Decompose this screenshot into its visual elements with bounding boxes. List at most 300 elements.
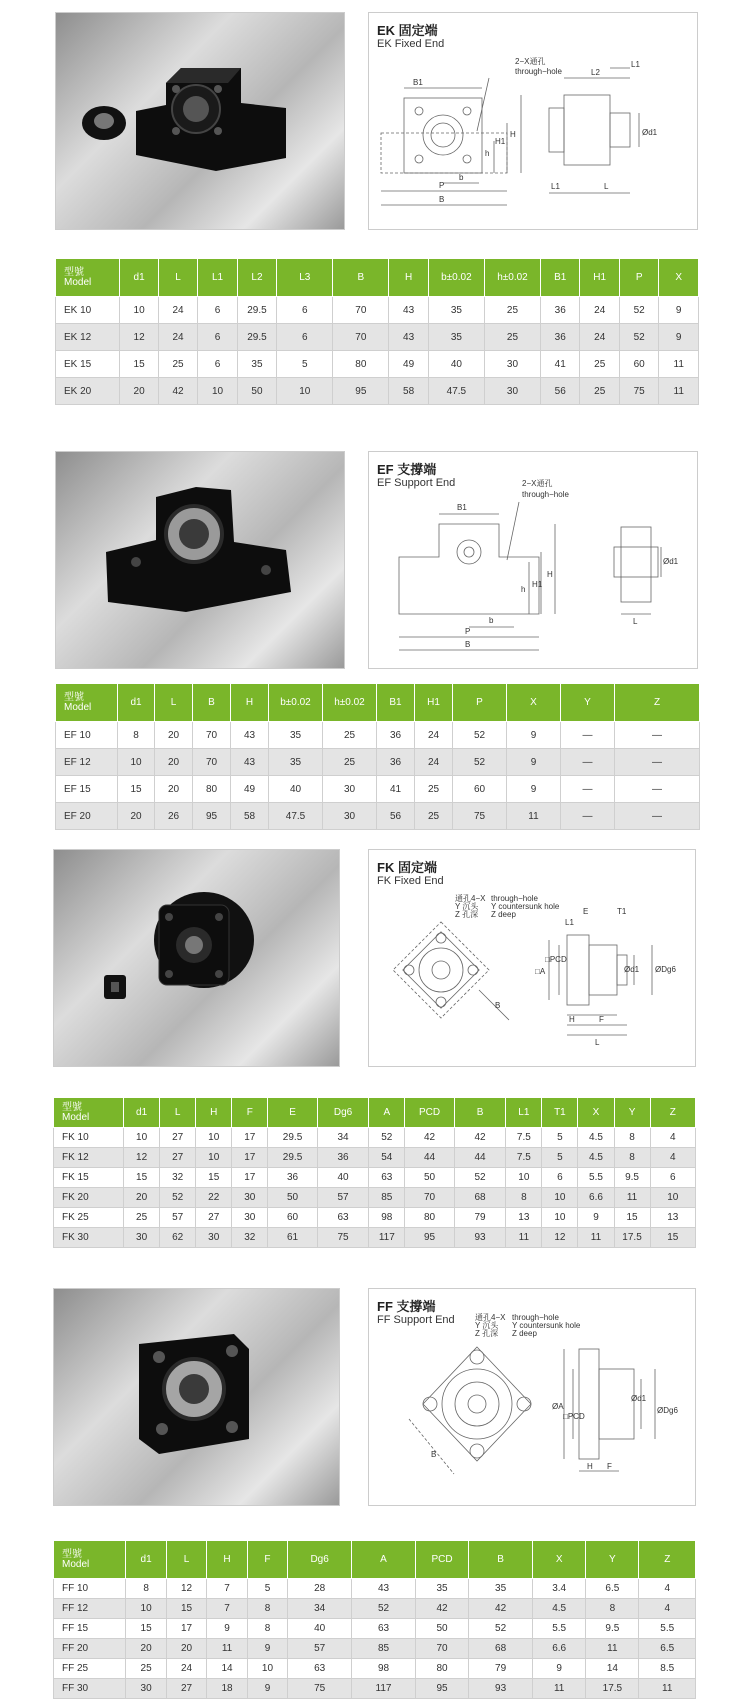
- ff-header-cell: d1: [126, 1541, 166, 1579]
- spec-cell: 24: [158, 324, 197, 351]
- spec-cell: 12: [124, 1148, 160, 1168]
- spec-cell: 42: [415, 1599, 468, 1619]
- spec-cell: 35: [428, 324, 484, 351]
- spec-cell: 13: [650, 1208, 695, 1228]
- spec-cell: 8.5: [639, 1659, 696, 1679]
- spec-cell: 10: [506, 1168, 542, 1188]
- spec-cell: 6.6: [533, 1639, 586, 1659]
- model-cell: EK 15: [56, 351, 120, 378]
- spec-cell: 9: [507, 776, 561, 803]
- model-cell: EF 10: [56, 722, 118, 749]
- ef-header-cell: h±0.02: [323, 684, 377, 722]
- fk-header-cell: A: [369, 1098, 405, 1128]
- model-cell: FF 10: [54, 1579, 126, 1599]
- ef-label-d1: Ød1: [663, 557, 679, 566]
- spec-cell: 28: [288, 1579, 352, 1599]
- spec-cell: 11: [578, 1228, 614, 1248]
- spec-cell: 68: [469, 1639, 533, 1659]
- spec-cell: 52: [469, 1619, 533, 1639]
- spec-cell: 57: [160, 1208, 196, 1228]
- spec-cell: 57: [317, 1188, 369, 1208]
- table-row: [54, 1208, 696, 1228]
- spec-cell: 54: [369, 1148, 405, 1168]
- table-row: [54, 1659, 696, 1679]
- model-cell: EK 12: [56, 324, 120, 351]
- spec-cell: 24: [415, 722, 453, 749]
- spec-cell: 8: [247, 1619, 287, 1639]
- ek-label-l2: L2: [591, 68, 600, 77]
- fk-label-H: H: [569, 1015, 575, 1024]
- spec-cell: 68: [454, 1188, 506, 1208]
- model-cell: FF 20: [54, 1639, 126, 1659]
- spec-cell: 11: [507, 803, 561, 830]
- spec-cell: 24: [580, 324, 619, 351]
- spec-cell: 36: [377, 722, 415, 749]
- spec-cell: 30: [124, 1228, 160, 1248]
- spec-cell: 24: [158, 297, 197, 324]
- spec-cell: 6: [198, 351, 237, 378]
- model-cell: EF 20: [56, 803, 118, 830]
- spec-cell: 5.5: [533, 1619, 586, 1639]
- spec-cell: 42: [405, 1128, 454, 1148]
- spec-cell: 25: [126, 1659, 166, 1679]
- ff-header-cell: Y: [586, 1541, 639, 1579]
- spec-cell: 8: [614, 1128, 650, 1148]
- spec-cell: 52: [369, 1128, 405, 1148]
- spec-cell: —: [561, 749, 615, 776]
- ef-header-cell: X: [507, 684, 561, 722]
- spec-cell: 25: [124, 1208, 160, 1228]
- spec-cell: 29.5: [237, 324, 276, 351]
- spec-cell: 85: [369, 1188, 405, 1208]
- spec-cell: —: [561, 776, 615, 803]
- fk-header-cell: F: [232, 1098, 268, 1128]
- ef-label-b: b: [489, 616, 494, 625]
- ef-header-cell: d1: [118, 684, 155, 722]
- spec-cell: 56: [541, 378, 580, 405]
- spec-cell: 9: [578, 1208, 614, 1228]
- spec-cell: 70: [333, 297, 389, 324]
- spec-cell: 10: [124, 1128, 160, 1148]
- ek-header-cell: P: [619, 259, 658, 297]
- spec-cell: 11: [207, 1639, 247, 1659]
- spec-cell: 14: [207, 1659, 247, 1679]
- spec-cell: 10: [120, 297, 158, 324]
- spec-cell: —: [615, 749, 700, 776]
- spec-cell: 20: [155, 722, 193, 749]
- spec-cell: 4.5: [533, 1599, 586, 1619]
- model-cell: EK 20: [56, 378, 120, 405]
- spec-cell: 60: [453, 776, 507, 803]
- spec-cell: 25: [158, 351, 197, 378]
- table-row: [54, 1148, 696, 1168]
- ek-header-cell: L1: [198, 259, 237, 297]
- fk-label-B: B: [495, 1001, 501, 1010]
- table-row: [56, 351, 699, 378]
- spec-cell: 15: [118, 776, 155, 803]
- spec-cell: 29.5: [237, 297, 276, 324]
- spec-cell: 24: [415, 749, 453, 776]
- ek-drawing-panel: [368, 12, 698, 230]
- ff-label-d1: Ød1: [631, 1394, 647, 1403]
- spec-cell: 117: [352, 1679, 416, 1699]
- spec-cell: 20: [155, 749, 193, 776]
- spec-cell: 15: [166, 1599, 206, 1619]
- ff-label-PCD: □PCD: [563, 1412, 585, 1421]
- spec-cell: 50: [415, 1619, 468, 1639]
- spec-cell: 32: [160, 1168, 196, 1188]
- spec-cell: 70: [193, 749, 231, 776]
- model-cell: FF 12: [54, 1599, 126, 1619]
- ek-bearing-block-illustration: [56, 13, 345, 230]
- ef-header-cell: L: [155, 684, 193, 722]
- ef-label-b1: B1: [457, 503, 467, 512]
- ff-label-F: F: [607, 1462, 612, 1471]
- spec-cell: 25: [323, 749, 377, 776]
- table-row: [56, 297, 699, 324]
- spec-cell: 35: [269, 749, 323, 776]
- spec-cell: 3.4: [533, 1579, 586, 1599]
- spec-cell: 8: [118, 722, 155, 749]
- spec-cell: 13: [506, 1208, 542, 1228]
- spec-cell: 60: [268, 1208, 317, 1228]
- fk-header-cell: H: [196, 1098, 232, 1128]
- spec-cell: 18: [207, 1679, 247, 1699]
- table-row: [56, 776, 700, 803]
- spec-cell: 11: [586, 1639, 639, 1659]
- spec-cell: 11: [659, 351, 699, 378]
- ff-label-H: H: [587, 1462, 593, 1471]
- ff-header-cell: Z: [639, 1541, 696, 1579]
- spec-cell: 5.5: [578, 1168, 614, 1188]
- model-cell: FF 15: [54, 1619, 126, 1639]
- spec-cell: 80: [415, 1659, 468, 1679]
- spec-cell: 98: [352, 1659, 416, 1679]
- fk-drawing-panel: [368, 849, 696, 1067]
- ek-label-l1: L1: [631, 60, 640, 69]
- table-row: [54, 1228, 696, 1248]
- spec-cell: 52: [619, 297, 658, 324]
- fk-label-A: □A: [535, 967, 546, 976]
- fk-spec-table: [53, 1097, 696, 1248]
- spec-cell: 6: [650, 1168, 695, 1188]
- spec-cell: 44: [454, 1148, 506, 1168]
- spec-cell: 85: [352, 1639, 416, 1659]
- spec-cell: 80: [333, 351, 389, 378]
- table-row: [56, 722, 700, 749]
- spec-cell: —: [561, 722, 615, 749]
- ef-header-cell: P: [453, 684, 507, 722]
- ek-label-p: P: [439, 181, 445, 190]
- fk-bearing-block-illustration: [54, 850, 340, 1067]
- spec-cell: 40: [317, 1168, 369, 1188]
- spec-cell: 27: [166, 1679, 206, 1699]
- ef-label-p: P: [465, 627, 471, 636]
- table-row: [54, 1579, 696, 1599]
- ek-label-L: L: [604, 182, 609, 191]
- spec-cell: 43: [352, 1579, 416, 1599]
- ek-label-h: h: [485, 149, 490, 158]
- spec-cell: 35: [415, 1579, 468, 1599]
- fk-header-cell: X: [578, 1098, 614, 1128]
- ff-header-cell: L: [166, 1541, 206, 1579]
- ek-header-cell: b±0.02: [428, 259, 484, 297]
- spec-cell: 98: [369, 1208, 405, 1228]
- spec-cell: 52: [453, 722, 507, 749]
- ef-header-cell: B: [193, 684, 231, 722]
- spec-cell: 6.5: [639, 1639, 696, 1659]
- spec-cell: 8: [614, 1148, 650, 1168]
- spec-cell: 11: [659, 378, 699, 405]
- fk-note-through: through−hole: [491, 894, 538, 903]
- spec-cell: —: [561, 803, 615, 830]
- model-cell: FK 25: [54, 1208, 124, 1228]
- table-row: [56, 378, 699, 405]
- ek-label-d1: Ød1: [642, 128, 658, 137]
- fk-label-F: F: [599, 1015, 604, 1024]
- ef-note-through: through−hole: [522, 490, 569, 499]
- fk-header-model: 型號 Model: [54, 1098, 124, 1128]
- spec-cell: 5: [277, 351, 333, 378]
- spec-cell: 8: [126, 1579, 166, 1599]
- spec-cell: 24: [580, 297, 619, 324]
- ef-header-cell: b±0.02: [269, 684, 323, 722]
- spec-cell: 4: [639, 1599, 696, 1619]
- spec-cell: 17: [232, 1128, 268, 1148]
- ff-header-cell: H: [207, 1541, 247, 1579]
- ek-title: EK 固定端 EK Fixed End: [377, 23, 445, 50]
- spec-cell: 9: [247, 1639, 287, 1659]
- fk-title: FK 固定端 FK Fixed End: [377, 860, 444, 887]
- ff-note-through: through−hole: [512, 1313, 559, 1322]
- fk-header-cell: L: [160, 1098, 196, 1128]
- spec-cell: 10: [542, 1208, 578, 1228]
- spec-cell: 47.5: [428, 378, 484, 405]
- ff-drawing-panel: [368, 1288, 696, 1506]
- spec-cell: 56: [377, 803, 415, 830]
- spec-cell: 42: [158, 378, 197, 405]
- spec-cell: 25: [484, 297, 540, 324]
- spec-cell: 49: [231, 776, 269, 803]
- spec-cell: 7: [207, 1579, 247, 1599]
- spec-cell: 40: [269, 776, 323, 803]
- ek-label-b1: B1: [413, 78, 423, 87]
- spec-cell: 9: [207, 1619, 247, 1639]
- ek-spec-table: [55, 258, 699, 405]
- spec-cell: 6: [277, 297, 333, 324]
- spec-cell: 8: [247, 1599, 287, 1619]
- ff-note-depth: Z 孔深: [475, 1329, 499, 1338]
- spec-cell: 20: [155, 776, 193, 803]
- spec-cell: 52: [619, 324, 658, 351]
- spec-cell: 25: [323, 722, 377, 749]
- spec-cell: 70: [193, 722, 231, 749]
- ff-label-B: B: [431, 1450, 437, 1459]
- ff-header-cell: B: [469, 1541, 533, 1579]
- model-cell: FF 30: [54, 1679, 126, 1699]
- model-cell: FK 12: [54, 1148, 124, 1168]
- spec-cell: 4: [650, 1128, 695, 1148]
- spec-cell: 25: [580, 378, 619, 405]
- spec-cell: 30: [232, 1208, 268, 1228]
- spec-cell: 30: [323, 776, 377, 803]
- spec-cell: 30: [484, 351, 540, 378]
- spec-cell: 43: [389, 324, 428, 351]
- spec-cell: 47.5: [269, 803, 323, 830]
- spec-cell: 80: [193, 776, 231, 803]
- model-cell: EF 15: [56, 776, 118, 803]
- spec-cell: 25: [415, 776, 453, 803]
- table-row: [56, 749, 700, 776]
- model-cell: FK 30: [54, 1228, 124, 1248]
- spec-cell: 5.5: [639, 1619, 696, 1639]
- spec-cell: 27: [160, 1148, 196, 1168]
- spec-cell: 49: [389, 351, 428, 378]
- spec-cell: —: [615, 722, 700, 749]
- spec-cell: 20: [126, 1639, 166, 1659]
- spec-cell: 43: [231, 749, 269, 776]
- spec-cell: 17: [232, 1148, 268, 1168]
- spec-cell: 42: [454, 1128, 506, 1148]
- spec-cell: 17: [166, 1619, 206, 1639]
- spec-cell: 35: [269, 722, 323, 749]
- spec-cell: 52: [453, 749, 507, 776]
- spec-cell: 25: [580, 351, 619, 378]
- spec-cell: 30: [126, 1679, 166, 1699]
- spec-cell: 27: [196, 1208, 232, 1228]
- fk-header-cell: E: [268, 1098, 317, 1128]
- ef-title: EF 支撐端 EF Support End: [377, 462, 456, 489]
- spec-cell: 79: [469, 1659, 533, 1679]
- fk-note-depth: Z 孔深: [455, 910, 479, 919]
- spec-cell: 63: [317, 1208, 369, 1228]
- ff-header-cell: F: [247, 1541, 287, 1579]
- spec-cell: 15: [120, 351, 158, 378]
- ef-drawing-panel: [368, 451, 698, 669]
- spec-cell: 9.5: [586, 1619, 639, 1639]
- spec-cell: 34: [317, 1128, 369, 1148]
- spec-cell: 9: [533, 1659, 586, 1679]
- spec-cell: 10: [650, 1188, 695, 1208]
- spec-cell: 20: [118, 803, 155, 830]
- fk-product-photo: [53, 849, 340, 1067]
- spec-cell: 10: [196, 1148, 232, 1168]
- spec-cell: 11: [506, 1228, 542, 1248]
- ek-header-cell: B: [333, 259, 389, 297]
- ek-header-cell: L: [158, 259, 197, 297]
- spec-cell: 6.5: [586, 1579, 639, 1599]
- ef-technical-drawing: [369, 452, 698, 669]
- spec-cell: 30: [232, 1188, 268, 1208]
- spec-cell: 10: [118, 749, 155, 776]
- fk-label-d1: Ød1: [624, 965, 640, 974]
- spec-cell: 93: [469, 1679, 533, 1699]
- table-row: [54, 1639, 696, 1659]
- ff-title: FF 支撐端 FF Support End: [377, 1299, 455, 1326]
- spec-cell: 4.5: [578, 1128, 614, 1148]
- model-cell: EK 10: [56, 297, 120, 324]
- spec-cell: 20: [166, 1639, 206, 1659]
- ek-header-cell: L3: [277, 259, 333, 297]
- ff-spec-table: [53, 1540, 696, 1699]
- spec-cell: 10: [542, 1188, 578, 1208]
- ff-note-depth-en: Z deep: [512, 1329, 537, 1338]
- table-row: [56, 324, 699, 351]
- fk-note-countersunk-en: Y countersunk hole: [491, 902, 560, 911]
- spec-cell: 15: [126, 1619, 166, 1639]
- fk-label-E: E: [583, 907, 589, 916]
- table-row: [56, 803, 700, 830]
- table-row: [54, 1168, 696, 1188]
- spec-cell: 36: [268, 1168, 317, 1188]
- spec-cell: 22: [196, 1188, 232, 1208]
- ek-header-model: 型號 Model: [56, 259, 120, 297]
- spec-cell: 7.5: [506, 1128, 542, 1148]
- fk-label-PCD: □PCD: [545, 955, 567, 964]
- model-cell: FK 15: [54, 1168, 124, 1188]
- ek-note-through: through−hole: [515, 67, 562, 76]
- fk-header-cell: Z: [650, 1098, 695, 1128]
- spec-cell: 44: [405, 1148, 454, 1168]
- spec-cell: 6: [198, 297, 237, 324]
- spec-cell: 30: [484, 378, 540, 405]
- spec-cell: 6: [198, 324, 237, 351]
- spec-cell: 9: [507, 749, 561, 776]
- spec-cell: 95: [333, 378, 389, 405]
- spec-cell: 40: [428, 351, 484, 378]
- spec-cell: 63: [288, 1659, 352, 1679]
- ek-header-cell: L2: [237, 259, 276, 297]
- spec-cell: 75: [453, 803, 507, 830]
- ff-note-hole: 通孔4−X: [475, 1313, 506, 1322]
- ef-label-H: H: [547, 570, 553, 579]
- spec-cell: 10: [277, 378, 333, 405]
- fk-header-cell: Y: [614, 1098, 650, 1128]
- spec-cell: 10: [196, 1128, 232, 1148]
- spec-cell: 70: [405, 1188, 454, 1208]
- spec-cell: —: [615, 803, 700, 830]
- spec-cell: 14: [586, 1659, 639, 1679]
- spec-cell: 58: [231, 803, 269, 830]
- spec-cell: 63: [352, 1619, 416, 1639]
- spec-cell: 42: [469, 1599, 533, 1619]
- spec-cell: 15: [196, 1168, 232, 1188]
- spec-cell: 27: [160, 1128, 196, 1148]
- spec-cell: 35: [428, 297, 484, 324]
- spec-cell: 5: [542, 1128, 578, 1148]
- ek-label-l1b: L1: [551, 182, 560, 191]
- ek-header-cell: H1: [580, 259, 619, 297]
- spec-cell: 50: [405, 1168, 454, 1188]
- spec-cell: 15: [614, 1208, 650, 1228]
- spec-cell: 4: [650, 1148, 695, 1168]
- spec-cell: —: [615, 776, 700, 803]
- spec-cell: 61: [268, 1228, 317, 1248]
- table-row: [54, 1128, 696, 1148]
- ef-header-cell: H: [231, 684, 269, 722]
- ef-header-cell: H1: [415, 684, 453, 722]
- spec-cell: 5: [247, 1579, 287, 1599]
- fk-label-T1: T1: [617, 907, 627, 916]
- fk-header-cell: L1: [506, 1098, 542, 1128]
- spec-cell: 35: [237, 351, 276, 378]
- table-row: [54, 1679, 696, 1699]
- spec-cell: 80: [405, 1208, 454, 1228]
- spec-cell: 32: [232, 1228, 268, 1248]
- table-row: [54, 1619, 696, 1639]
- spec-cell: 6: [277, 324, 333, 351]
- spec-cell: 17: [232, 1168, 268, 1188]
